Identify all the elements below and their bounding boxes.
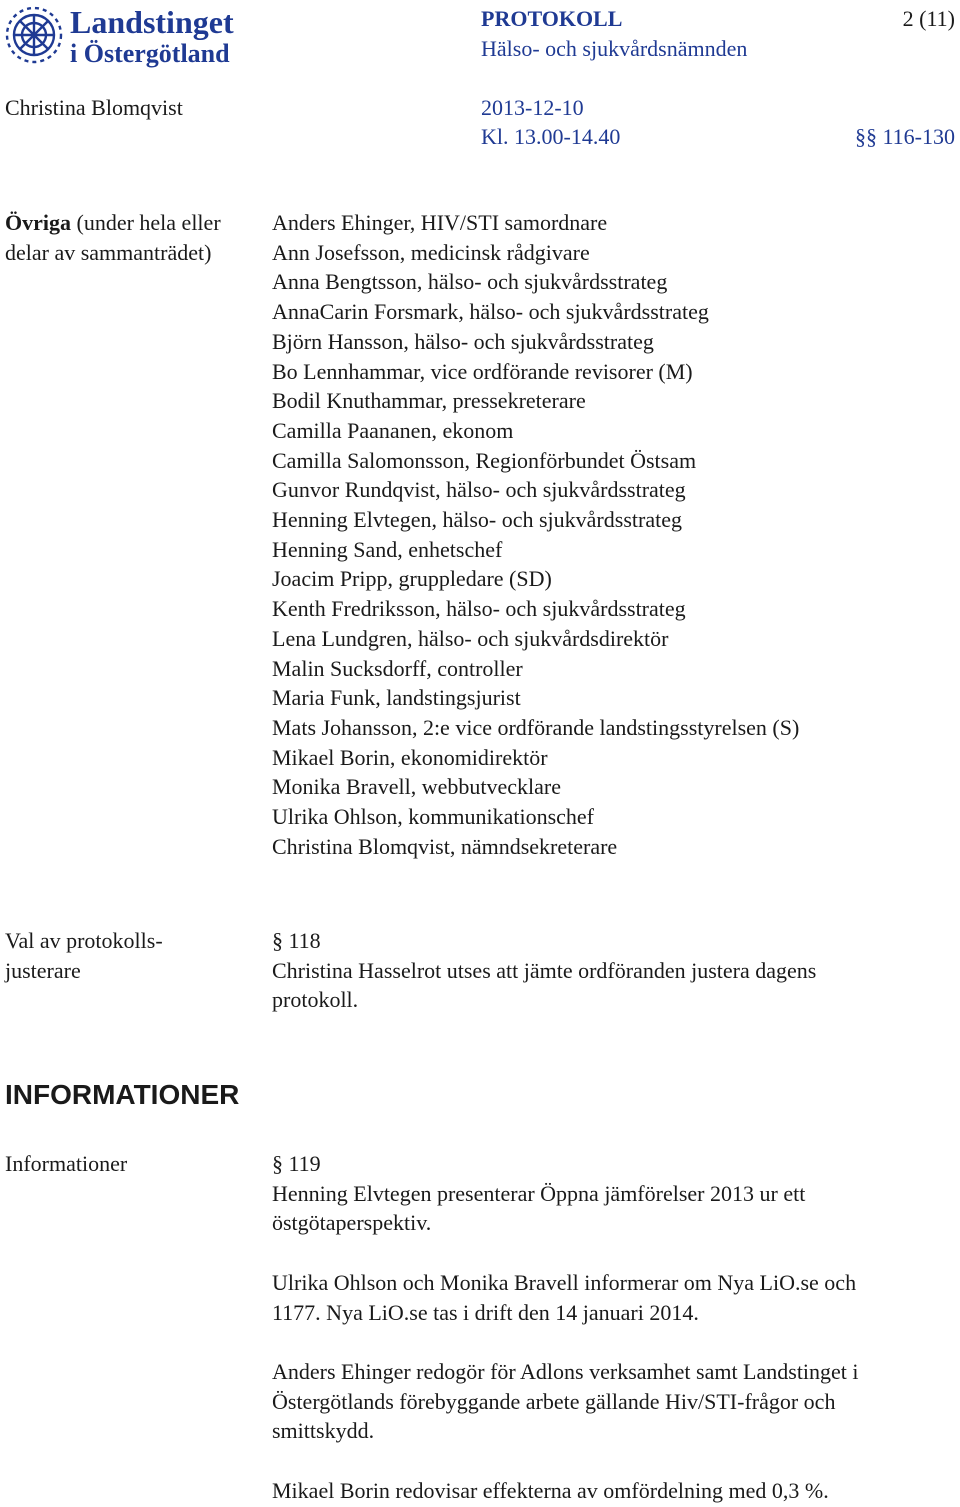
info-paragraph-3-line3: smittskydd.: [272, 1418, 375, 1444]
attendee-item: Lena Lundgren, hälso- och sjukvårdsdirektör: [272, 625, 669, 651]
section-number-118: § 118: [272, 928, 321, 953]
attendee-item: Camilla Salomonsson, Regionförbundet Östsam: [272, 447, 697, 473]
attendee-item: Henning Elvtegen, hälso- och sjukvårdsstrateg: [272, 507, 682, 533]
adjusters-body: [272, 926, 816, 1015]
adjusters-text-line2: protokoll.: [272, 987, 359, 1013]
attendee-item: Henning Sand, enhetschef: [272, 536, 503, 562]
page-number: 2 (11): [902, 6, 955, 31]
attendee-item: Mikael Borin, ekonomidirektör: [272, 744, 548, 770]
informationer-label: Informationer: [5, 1151, 128, 1176]
info-paragraph-3-line2: Östergötlands förebyggande arbete gällande Hiv/STI-frågor och: [272, 1388, 836, 1414]
meeting-date: 2013-12-10: [481, 95, 584, 120]
attendee-item: Bodil Knuthammar, pressekreterare: [272, 388, 586, 414]
attendee-item: Gunvor Rundqvist, hälso- och sjukvårdsstrateg: [272, 477, 686, 503]
attendee-item: AnnaCarin Forsmark, hälso- och sjukvårdsstrateg: [272, 299, 709, 325]
attendee-item: Bo Lennhammar, vice ordförande revisorer (M): [272, 358, 693, 384]
others-label-rest1: (under hela eller: [71, 210, 221, 235]
informationer-body: [272, 1149, 859, 1505]
attendee-item: Christina Blomqvist, nämndsekreterare: [272, 833, 618, 859]
meeting-time: Kl. 13.00-14.40: [481, 124, 621, 149]
others-label-rest2: delar av sammanträdet): [5, 239, 212, 265]
section-heading-informationer: INFORMATIONER: [5, 1079, 240, 1110]
info-paragraph-2-line1: Ulrika Ohlson och Monika Bravell informerar om Nya LiO.se och: [272, 1269, 857, 1295]
attendee-item: Anders Ehinger, HIV/STI samordnare: [272, 210, 608, 235]
committee-name: Hälso- och sjukvårdsnämnden: [481, 36, 748, 61]
logo-text-line1: Landstinget: [70, 4, 234, 40]
adjusters-text-line1: Christina Hasselrot utses att jämte ordföranden justera dagens: [272, 957, 817, 983]
landstinget-logo: [4, 2, 266, 68]
attendee-item: Malin Sucksdorff, controller: [272, 655, 523, 681]
attendee-item: Joacim Pripp, gruppledare (SD): [272, 566, 552, 592]
paragraph-range: §§ 116-130: [854, 124, 955, 149]
info-paragraph-2-line2: 1177. Nya LiO.se tas i drift den 14 januari 2014.: [272, 1299, 699, 1325]
others-label-bold: Övriga: [5, 210, 71, 235]
attendee-item: Maria Funk, landstingsjurist: [272, 685, 521, 711]
logo-text-line2: i Östergötland: [70, 39, 230, 68]
info-paragraph-1-line2: östgötaperspektiv.: [272, 1210, 432, 1236]
section-number-119: § 119: [272, 1151, 321, 1176]
attendee-item: Monika Bravell, webbutvecklare: [272, 774, 561, 800]
attendee-item: Camilla Paananen, ekonom: [272, 417, 514, 443]
attendee-item: Ulrika Ohlson, kommunikationschef: [272, 804, 595, 830]
adjusters-label-line1: Val av protokolls-: [5, 928, 163, 953]
author-name: Christina Blomqvist: [5, 95, 183, 120]
logo-emblem-icon: [4, 2, 266, 68]
attendee-list: [272, 208, 799, 861]
info-paragraph-3-line1: Anders Ehinger redogör för Adlons verksamhet samt Landstinget i: [272, 1358, 859, 1384]
attendee-item: Björn Hansson, hälso- och sjukvårdsstrateg: [272, 328, 654, 354]
info-paragraph-1-line1: Henning Elvtegen presenterar Öppna jämförelser 2013 ur ett: [272, 1180, 806, 1206]
adjusters-label: [5, 926, 163, 985]
attendee-item: Kenth Fredriksson, hälso- och sjukvårdsstrateg: [272, 596, 686, 622]
attendee-item: Anna Bengtsson, hälso- och sjukvårdsstrateg: [272, 269, 668, 295]
info-paragraph-4-line1: Mikael Borin redovisar effekterna av omfördelning med 0,3 %.: [272, 1477, 829, 1503]
adjusters-label-line2: justerare: [5, 957, 81, 983]
attendee-item: Mats Johansson, 2:e vice ordförande landstingsstyrelsen (S): [272, 714, 800, 740]
document-title: PROTOKOLL: [481, 6, 623, 31]
others-label: [5, 208, 221, 267]
attendee-item: Ann Josefsson, medicinsk rådgivare: [272, 239, 590, 265]
